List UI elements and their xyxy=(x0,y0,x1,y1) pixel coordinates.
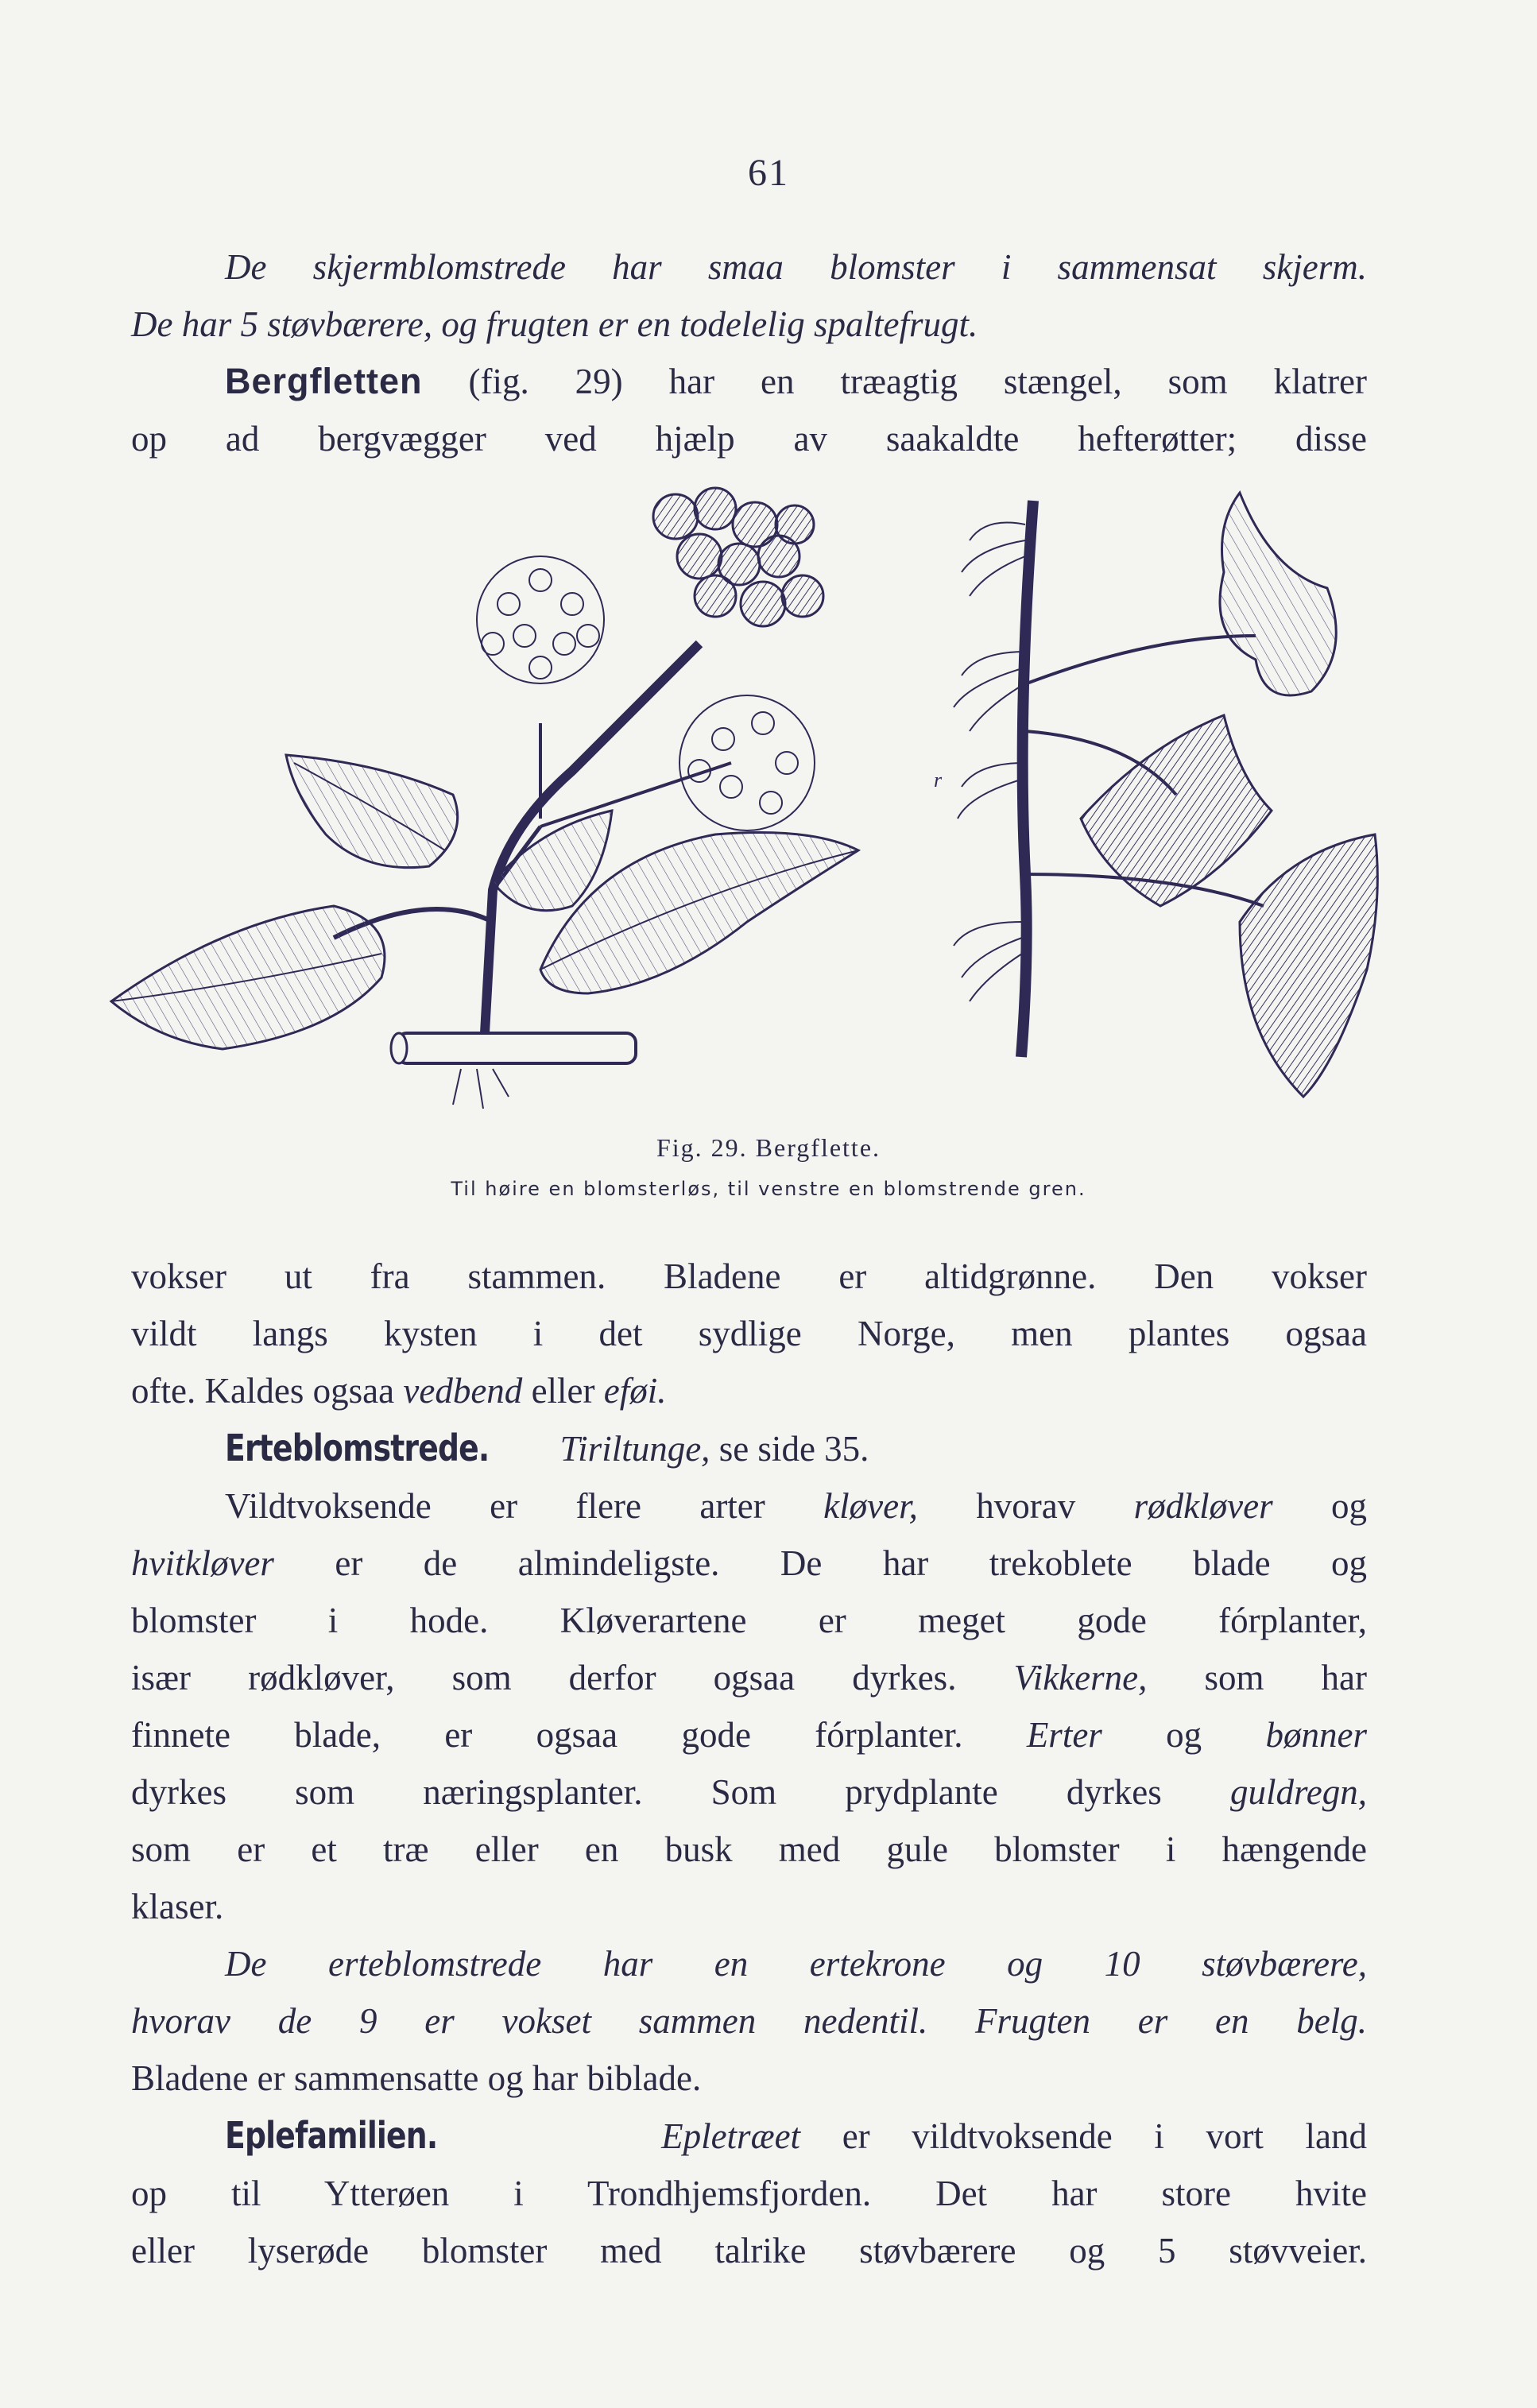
text-italic: Tiriltunge, xyxy=(559,1429,710,1469)
erteblomstrede-line xyxy=(131,1419,1367,1477)
text-segment: som har xyxy=(1204,1658,1368,1698)
text-italic: vedbend xyxy=(403,1371,523,1411)
eplefamilien-line xyxy=(131,2107,1367,2165)
text-segment: er de almindeligste. De har trekoblete blade og xyxy=(335,1543,1368,1583)
text-segment: især rødkløver, som derfor ogsaa dyrkes. xyxy=(131,1658,957,1698)
text-line: De har 5 støvbærere, og frugten er en todelelig spaltefrugt. xyxy=(131,304,978,344)
text-italic: Vikkerne, xyxy=(1013,1658,1148,1698)
text-line: De skjermblomstrede har smaa blomster i sammensat skjerm. xyxy=(225,247,1367,287)
text-line: som er et træ eller en busk med gule blomster i hængende xyxy=(131,1829,1367,1869)
main-text-block xyxy=(131,1248,1367,2279)
text-segment: og xyxy=(1166,1715,1202,1755)
figure-label-r: r xyxy=(934,768,943,792)
flowering-branch xyxy=(111,488,858,1109)
text-italic: kløver, xyxy=(823,1486,918,1526)
text-line: Bladene er sammensatte og har biblade. xyxy=(131,2058,702,2098)
page-number: 61 xyxy=(748,152,789,194)
text-line xyxy=(131,1763,1367,1821)
text-segment: se side 35. xyxy=(718,1429,869,1469)
text-line: op ad bergvægger ved hjælp av saakaldte hefterøtter; disse xyxy=(131,419,1367,459)
text-segment: er vildtvoksende i vort land xyxy=(842,2116,1368,2156)
climbing-branch xyxy=(954,493,1377,1097)
text-line: vildt langs kysten i det sydlige Norge, men plantes ogsaa xyxy=(131,1314,1367,1353)
text-italic: rødkløver xyxy=(1133,1486,1273,1526)
top-text-block xyxy=(131,238,1367,467)
text-segment: hvorav xyxy=(976,1486,1076,1526)
text-segment: Vildtvoksende er flere arter xyxy=(225,1486,765,1526)
text-italic: guldregn, xyxy=(1229,1772,1368,1812)
text-line: op til Ytterøen i Trondhjemsfjorden. Det har store hvite xyxy=(131,2174,1367,2213)
eplefamilien-heading: Eplefamilien. xyxy=(225,2114,438,2157)
text-segment: dyrkes som næringsplanter. Som prydplante dyrkes xyxy=(131,1772,1162,1812)
ivy-illustration xyxy=(95,477,1446,1129)
text-italic: eføi. xyxy=(603,1371,667,1411)
figure-caption-subtitle: Til høire en blomsterløs, til venstre en blomstrende gren. xyxy=(451,1178,1086,1200)
text-line: klaser. xyxy=(131,1887,224,1926)
text-line xyxy=(131,1535,1367,1592)
text-line: blomster i hode. Kløverartene er meget gode fórplanter, xyxy=(131,1601,1367,1640)
text-italic: Erter xyxy=(1026,1715,1102,1755)
text-italic: Epletræet xyxy=(661,2116,801,2156)
text-italic: hvitkløver xyxy=(131,1543,274,1583)
text-line xyxy=(131,1362,1367,1419)
figure-caption-title: Fig. 29. Bergflette. xyxy=(656,1133,881,1162)
text-line xyxy=(131,1706,1367,1763)
text-segment: finnete blade, er ogsaa gode fórplanter. xyxy=(131,1715,963,1755)
text-line: De erteblomstrede har en ertekrone og 10 støvbærere, xyxy=(225,1944,1367,1984)
text-line xyxy=(131,1649,1367,1706)
text-italic: bønner xyxy=(1265,1715,1368,1755)
bergfletten-line xyxy=(131,353,1367,410)
text-segment: og xyxy=(1331,1486,1368,1526)
text-line: hvorav de 9 er vokset sammen nedentil. Frugten er en belg. xyxy=(131,2001,1367,2041)
text-line: eller lyserøde blomster med talrike støvbærere og 5 støvveier. xyxy=(131,2231,1367,2271)
bergfletten-text: (fig. 29) har en træagtig stængel, som klatrer xyxy=(468,362,1368,401)
text-segment: ofte. Kaldes ogsaa xyxy=(131,1371,395,1411)
text-segment: eller xyxy=(531,1371,595,1411)
text-line: vokser ut fra stammen. Bladene er altidgrønne. Den vokser xyxy=(131,1256,1367,1296)
text-line xyxy=(131,1477,1367,1535)
bergfletten-heading: Bergfletten xyxy=(225,361,423,401)
erteblomstrede-heading: Erteblomstrede. xyxy=(225,1427,490,1469)
